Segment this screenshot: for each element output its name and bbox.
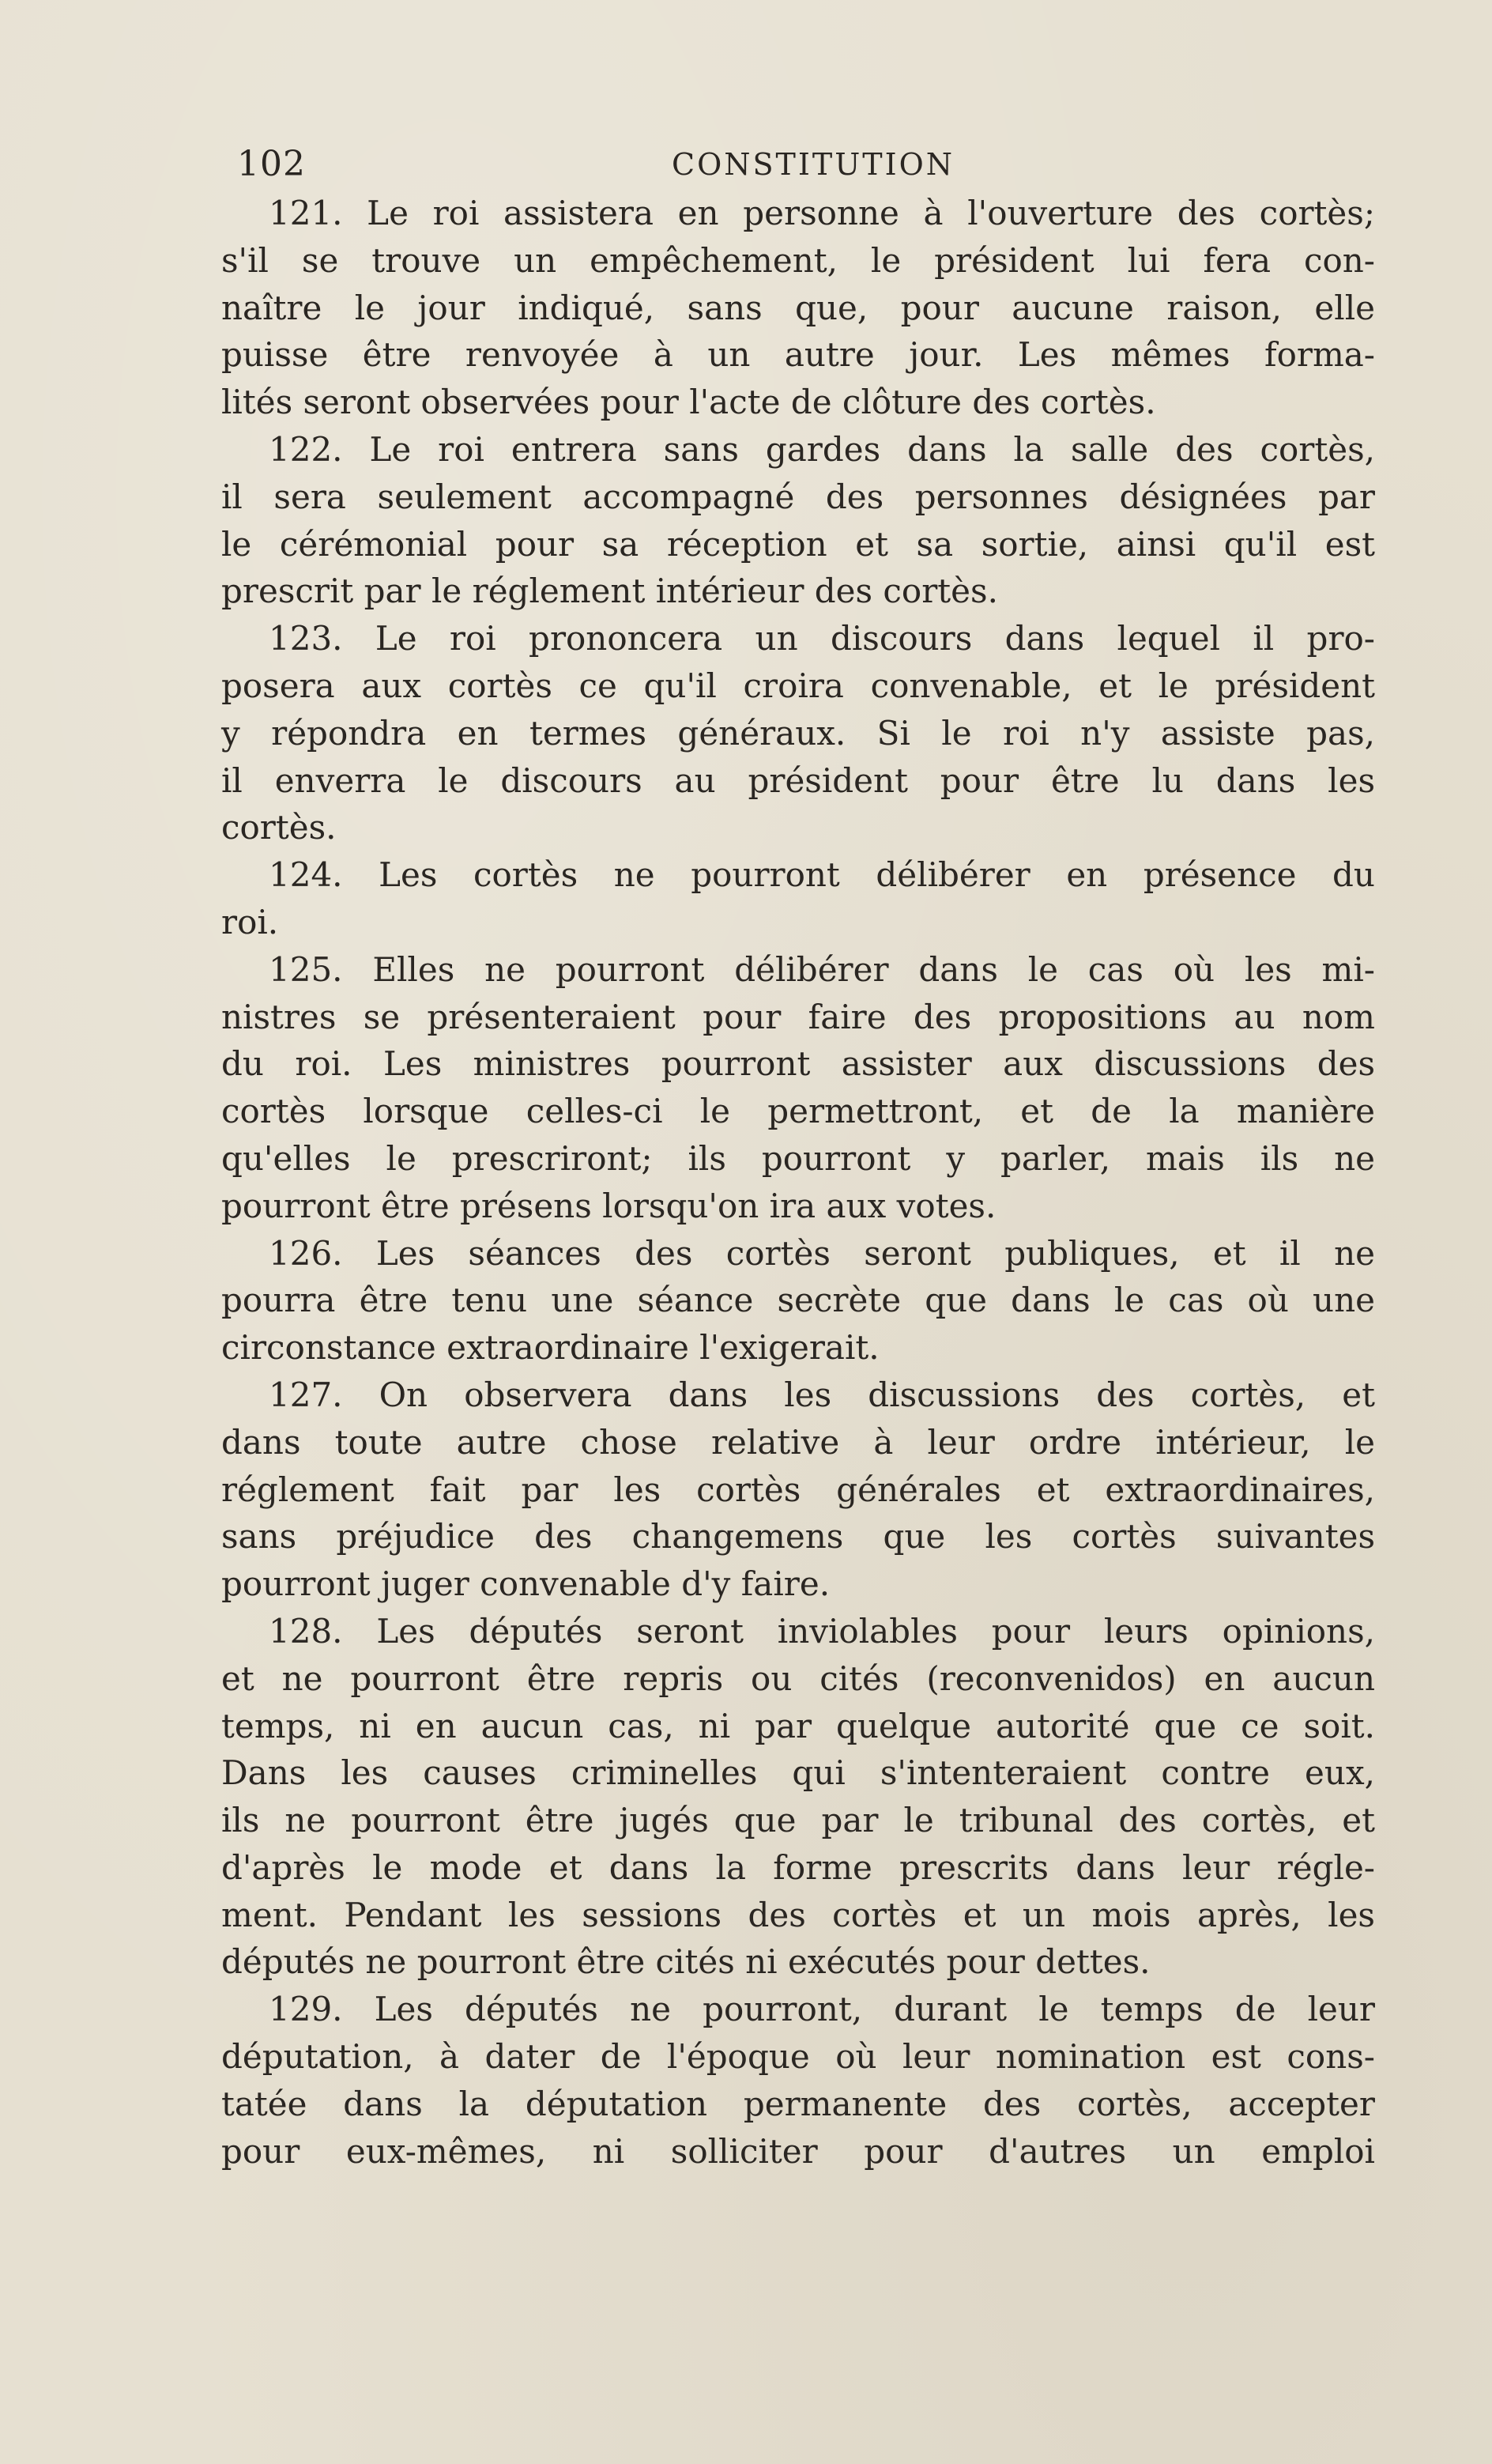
text-line: 123. Le roi prononcera un discours dans lequel il pro-: [269, 619, 1375, 658]
text-line: 125. Elles ne pourront délibérer dans le cas où les mi-: [269, 949, 1375, 989]
text-line: Dans les causes criminelles qui s'intenteraient contre eux,: [221, 1753, 1375, 1793]
text-line: 129. Les députés ne pourront, durant le temps de leur: [269, 1990, 1375, 2029]
text-line: pourra être tenu une séance secrète que dans le cas où une: [221, 1281, 1375, 1320]
text-line: puisse être renvoyée à un autre jour. Les mêmes forma-: [221, 335, 1375, 375]
text-line: réglement fait par les cortès générales et extraordinaires,: [221, 1470, 1375, 1509]
text-line: qu'elles le prescriront; ils pourront y parler, mais ils ne: [221, 1138, 1375, 1178]
text-line: y répondra en termes généraux. Si le roi n'y assiste pas,: [221, 713, 1375, 753]
body-text: [221, 190, 1375, 2175]
text-line: pour eux-mêmes, ni solliciter pour d'autres un emploi: [221, 2131, 1375, 2171]
text-line: ment. Pendant les sessions des cortès et un mois après, les: [221, 1895, 1375, 1934]
text-line: 128. Les députés seront inviolables pour leurs opinions,: [269, 1611, 1375, 1651]
text-line: du roi. Les ministres pourront assister aux discussions des: [221, 1044, 1375, 1084]
text-line: posera aux cortès ce qu'il croira convenable, et le président: [221, 666, 1375, 705]
text-line: et ne pourront être repris ou cités (reconvenidos) en aucun: [221, 1658, 1375, 1698]
text-line: pourront être présens lorsqu'on ira aux votes.: [221, 1186, 997, 1225]
text-line: tatée dans la députation permanente des cortès, accepter: [221, 2084, 1375, 2123]
page-number: 102: [237, 144, 306, 184]
page-header: [237, 144, 1375, 191]
text-line: cortès lorsque celles-ci le permettront, et de la manière: [221, 1092, 1375, 1131]
text-line: lités seront observées pour l'acte de clôture des cortès.: [221, 383, 1156, 422]
text-line: dans toute autre chose relative à leur ordre intérieur, le: [221, 1422, 1375, 1462]
text-line: ils ne pourront être jugés que par le tribunal des cortès, et: [221, 1801, 1375, 1840]
text-line: naître le jour indiqué, sans que, pour aucune raison, elle: [221, 288, 1375, 327]
text-line: pourront juger convenable d'y faire.: [221, 1564, 831, 1604]
text-line: temps, ni en aucun cas, ni par quelque autorité que ce soit.: [221, 1706, 1375, 1745]
text-line: il enverra le discours au président pour être lu dans les: [221, 760, 1375, 800]
text-line: s'il se trouve un empêchement, le président lui fera con-: [221, 240, 1375, 280]
text-line: le cérémonial pour sa réception et sa sortie, ainsi qu'il est: [221, 524, 1375, 564]
text-line: il sera seulement accompagné des personnes désignées par: [221, 477, 1375, 516]
text-line: sans préjudice des changemens que les cortès suivantes: [221, 1517, 1375, 1557]
text-line: circonstance extraordinaire l'exigerait.: [221, 1328, 880, 1368]
text-line: députés ne pourront être cités ni exécutés pour dettes.: [221, 1942, 1151, 1982]
text-line: 127. On observera dans les discussions des cortès, et: [269, 1375, 1375, 1414]
text-line: roi.: [221, 902, 279, 941]
text-line: d'après le mode et dans la forme prescrits dans leur régle-: [221, 1847, 1375, 1887]
text-line: députation, à dater de l'époque où leur nomination est cons-: [221, 2037, 1375, 2077]
text-line: nistres se présenteraient pour faire des propositions au nom: [221, 997, 1375, 1036]
text-line: 122. Le roi entrera sans gardes dans la salle des cortès,: [269, 429, 1375, 469]
text-line: prescrit par le réglement intérieur des cortès.: [221, 572, 998, 611]
running-title: CONSTITUTION: [672, 147, 955, 182]
text-line: 126. Les séances des cortès seront publiques, et il ne: [269, 1233, 1375, 1273]
text-line: cortès.: [221, 808, 337, 847]
text-line: 124. Les cortès ne pourront délibérer en présence du: [269, 855, 1375, 895]
text-line: 121. Le roi assistera en personne à l'ouverture des cortès;: [269, 194, 1375, 232]
